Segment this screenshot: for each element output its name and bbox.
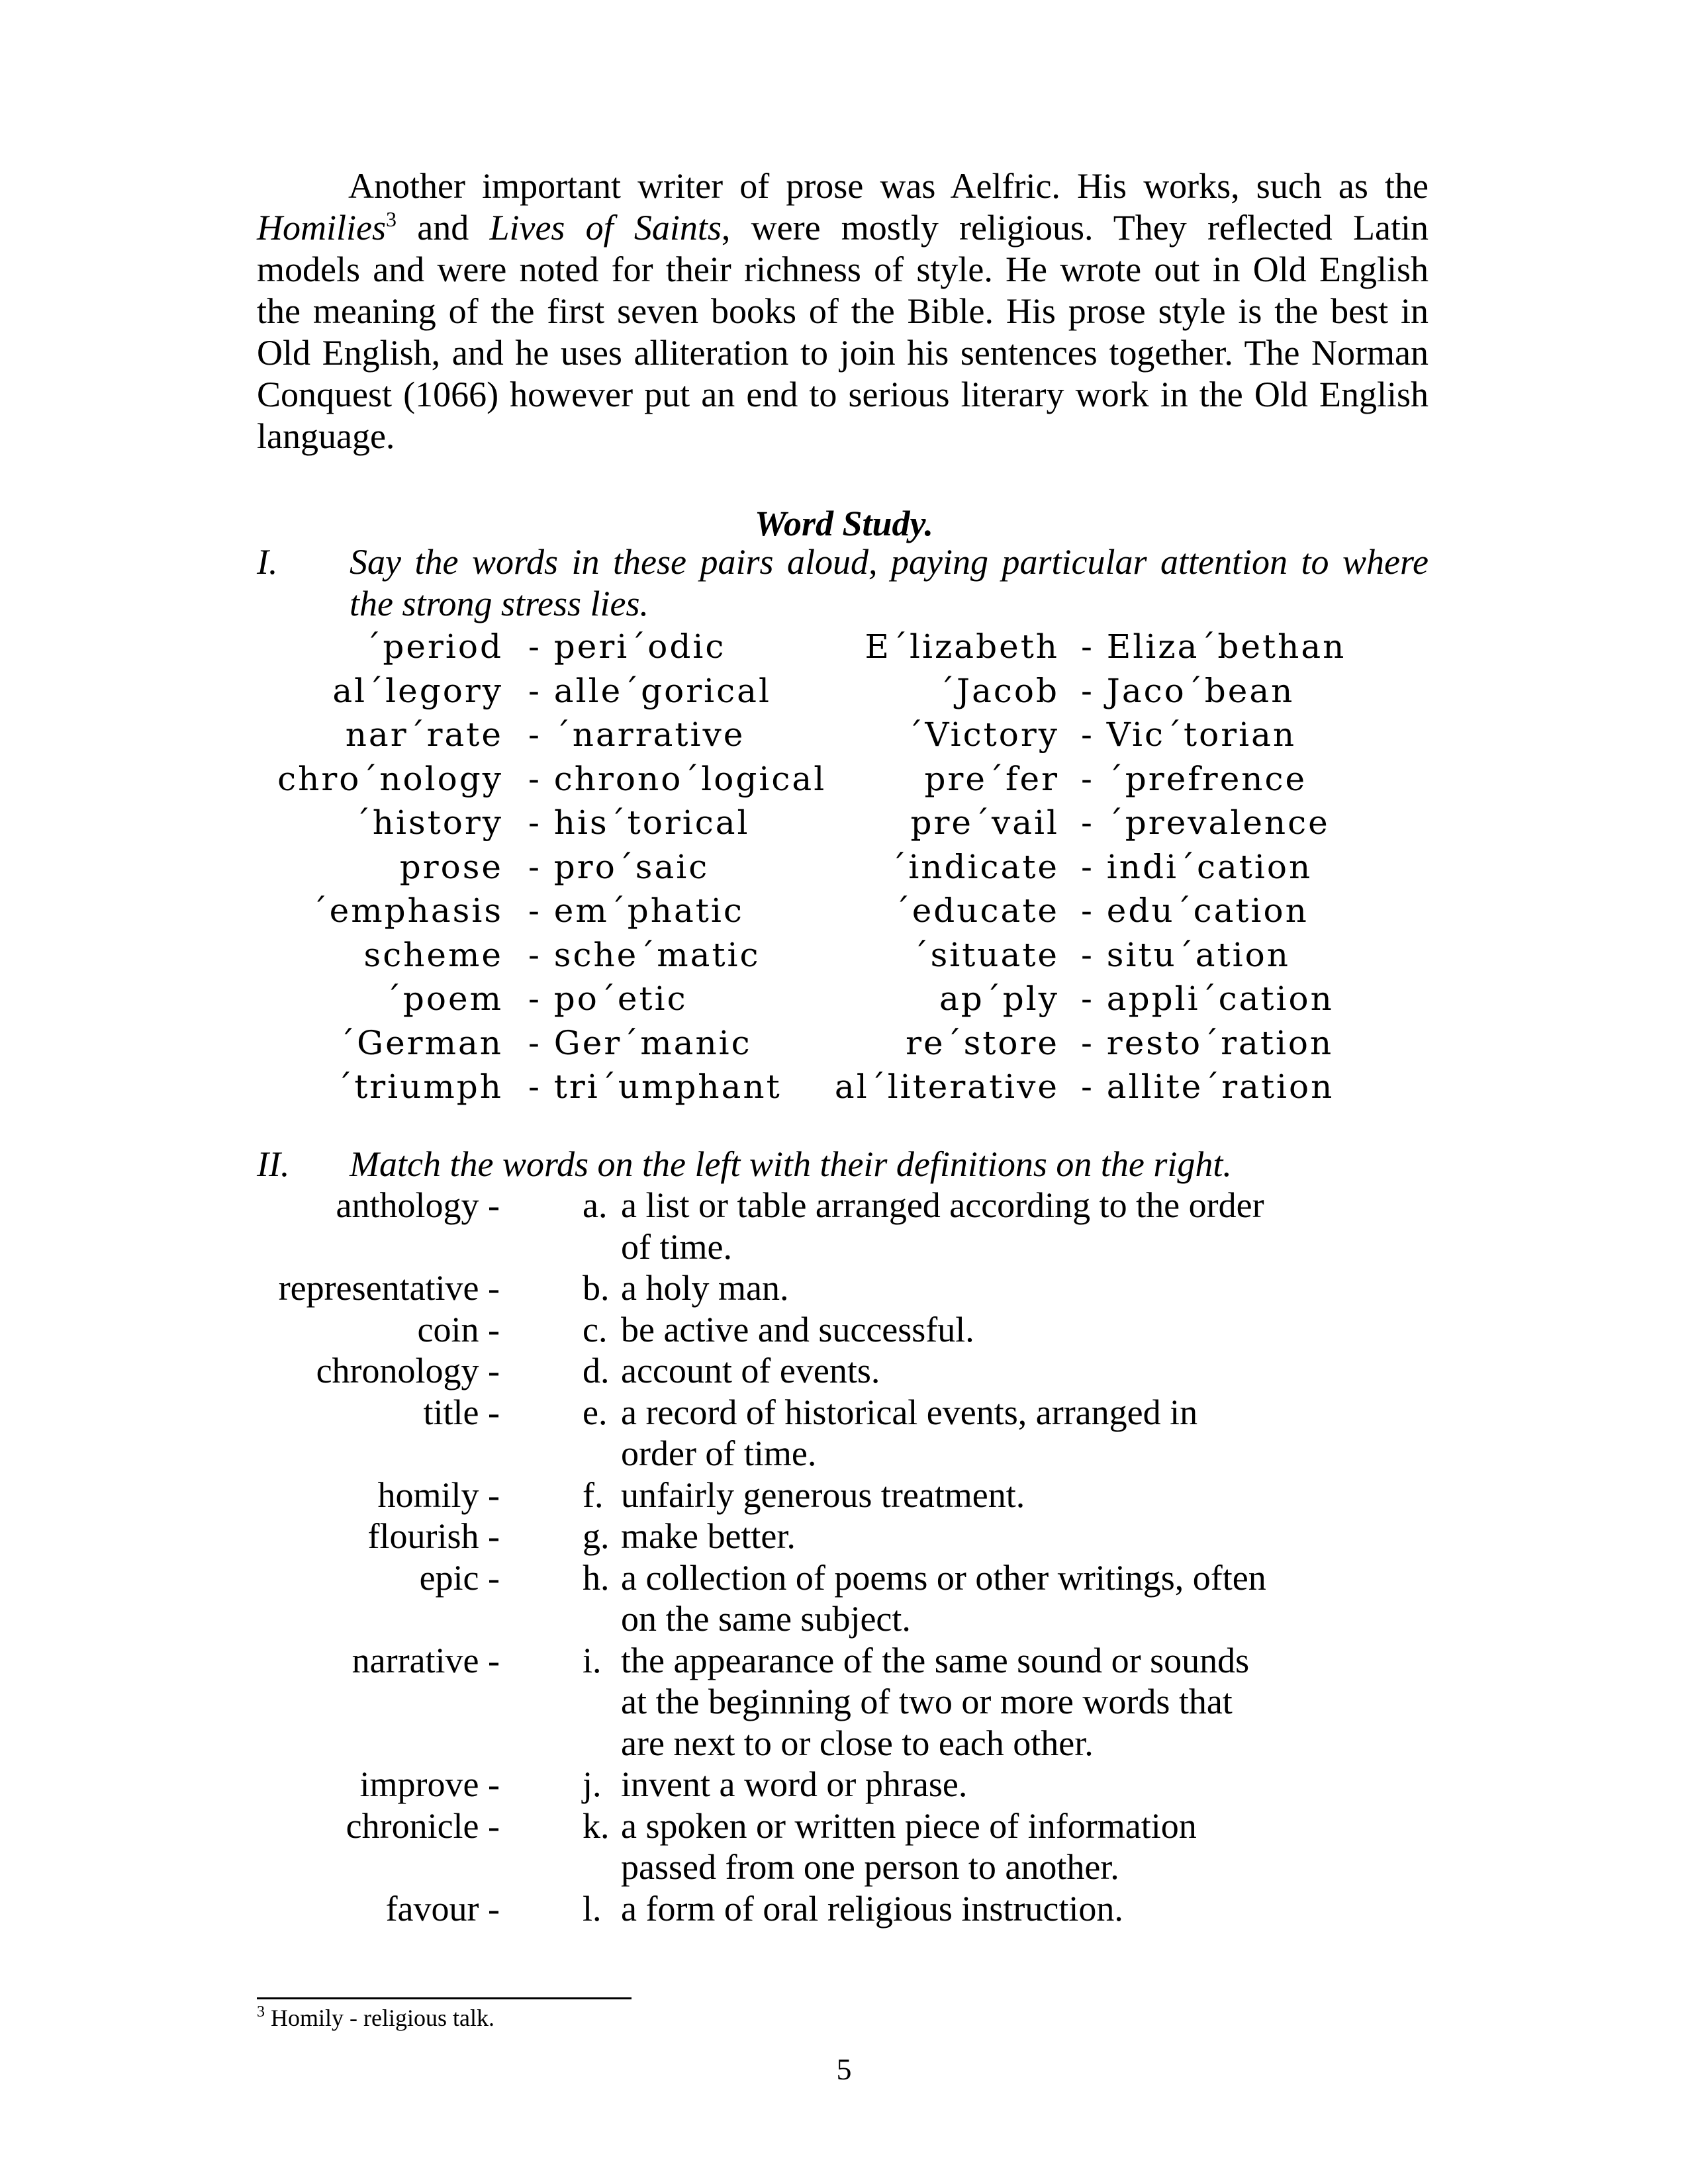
pair-derived: - poˊetic [528, 979, 688, 1018]
pair-word: ˊpoem [384, 979, 503, 1018]
definition-text: are next to or close to each other. [621, 1723, 1094, 1763]
section-instruction [350, 1144, 1429, 1185]
paragraph-text: and [397, 208, 490, 248]
pair-derived: - ˊprevalence [1081, 803, 1330, 842]
pair-derived: - appliˊcation [1081, 979, 1334, 1018]
pair-row [0, 760, 1688, 804]
pair-derived: - chronoˊlogical [528, 759, 827, 798]
section-heading: Word Study. [754, 504, 934, 543]
pair-row [0, 715, 1688, 760]
pair-word: ˊeducate [893, 891, 1059, 930]
pair-derived: - Jacoˊbean [1081, 671, 1295, 710]
instruction-line: Match the words on the left with their definitions on the right. [350, 1144, 1232, 1184]
match-word: epic - [419, 1557, 500, 1598]
pair-row [0, 848, 1688, 892]
pair-derived: - situˊation [1081, 935, 1290, 974]
instruction-line: the strong stress lies. [350, 584, 649, 623]
pair-word: apˊply [939, 979, 1059, 1018]
paragraph-line: Conquest (1066) however put an end to serious literary work in the Old English [257, 375, 1429, 414]
pair-derived: - alleˊgorical [528, 671, 771, 710]
pair-word: narˊrate [345, 715, 503, 754]
pair-derived: - scheˊmatic [528, 935, 761, 974]
paragraph-line: Old English, and he uses alliteration to join his sentences together. The Norman [257, 333, 1429, 373]
pair-row [0, 891, 1688, 936]
footnote [257, 2004, 494, 2032]
definition-text: a holy man. [621, 1268, 789, 1308]
pair-word: ˊperiod [364, 627, 503, 666]
footnote-ref: 3 [386, 207, 397, 231]
definition-text: the appearance of the same sound or sounds [621, 1640, 1250, 1680]
match-word: coin - [417, 1309, 500, 1349]
definition-letter: e. [583, 1392, 608, 1432]
pair-word: preˊvail [910, 803, 1059, 842]
definition-letter: d. [583, 1351, 610, 1390]
section-number: II. [257, 1144, 290, 1184]
definition-text: a record of historical events, arranged in [621, 1392, 1198, 1432]
pair-word: chroˊnology [277, 759, 503, 798]
pair-word: alˊlegory [332, 671, 503, 710]
pair-word: ˊemphasis [310, 891, 503, 930]
page-number: 5 [836, 2052, 852, 2086]
definition-letter: i. [583, 1640, 602, 1680]
pair-word: ˊGerman [338, 1023, 503, 1062]
pair-word: Eˊlizabeth [865, 627, 1059, 666]
definition-letter: h. [583, 1557, 610, 1598]
pair-word: prose [399, 847, 503, 886]
match-word: chronology - [316, 1351, 500, 1390]
definition-letter: j. [583, 1764, 602, 1804]
match-word: homily - [377, 1475, 500, 1515]
pair-word: ˊhistory [353, 803, 503, 842]
footnote-divider [257, 1997, 632, 1999]
pair-derived: - emˊphatic [528, 891, 744, 930]
instruction-line: Say the words in these pairs aloud, paying particular attention to where [350, 542, 1429, 582]
pair-row [0, 1068, 1688, 1112]
pair-derived: - restoˊration [1081, 1023, 1334, 1062]
definition-letter: c. [583, 1309, 608, 1349]
paragraph-line: Another important writer of prose was Aelfric. His works, such as the [348, 166, 1429, 206]
match-word: title - [423, 1392, 500, 1432]
pair-derived: - eduˊcation [1081, 891, 1309, 930]
definition-text: passed from one person to another. [621, 1847, 1119, 1887]
title-homilies: Homilies [257, 208, 386, 248]
pair-derived: - alliteˊration [1081, 1068, 1335, 1106]
definition-letter: a. [583, 1185, 608, 1225]
pair-word: ˊsituate [912, 935, 1059, 974]
definition-text: at the beginning of two or more words that [621, 1682, 1233, 1721]
pair-derived: - periˊodic [528, 627, 726, 666]
pair-word: scheme [363, 935, 503, 974]
pair-row [0, 1024, 1688, 1068]
definition-text: order of time. [621, 1433, 817, 1473]
definition-text: be active and successful. [621, 1309, 974, 1349]
paragraph-text: , were mostly religious. They reflected Latin [721, 208, 1429, 248]
match-word: favour - [385, 1888, 500, 1929]
intro-paragraph [257, 165, 1429, 457]
footnote-text: Homily - religious talk. [265, 2005, 494, 2031]
pair-derived: - hisˊtorical [528, 803, 750, 842]
pair-word: alˊliterative [834, 1068, 1059, 1106]
pair-derived: - Gerˊmanic [528, 1023, 752, 1062]
paragraph-line: the meaning of the first seven books of the Bible. His prose style is the best in [257, 291, 1429, 331]
definition-letter: b. [583, 1268, 610, 1308]
definition-text: a form of oral religious instruction. [621, 1888, 1123, 1929]
match-word: anthology - [336, 1185, 500, 1225]
definition-text: a list or table arranged according to the order [621, 1185, 1264, 1225]
pair-word: preˊfer [924, 759, 1059, 798]
pair-word: ˊVictory [906, 715, 1059, 754]
definition-text: a spoken or written piece of information [621, 1805, 1197, 1846]
definition-letter: l. [583, 1888, 602, 1929]
pair-word: reˊstore [906, 1023, 1059, 1062]
pair-derived: - ˊnarrative [528, 715, 745, 754]
pair-derived: - proˊsaic [528, 847, 710, 886]
section-instruction [350, 541, 1429, 625]
match-word: narrative - [352, 1640, 500, 1680]
match-word: chronicle - [346, 1805, 500, 1846]
pair-derived: - indiˊcation [1081, 847, 1313, 886]
pair-derived: - triˊumphant [528, 1068, 782, 1106]
pair-word: ˊJacob [938, 671, 1059, 710]
paragraph-line: language. [257, 416, 395, 456]
pair-word: ˊindicate [890, 847, 1059, 886]
definition-text: unfairly generous treatment. [621, 1475, 1025, 1515]
definition-text: invent a word or phrase. [621, 1764, 968, 1804]
title-lives-of-saints: Lives of Saints [489, 208, 722, 248]
paragraph-line: models and were noted for their richness of style. He wrote out in Old English [257, 250, 1429, 289]
pair-row [0, 672, 1688, 716]
pair-derived: - Elizaˊbethan [1081, 627, 1346, 666]
section-number: I. [257, 542, 278, 582]
definition-text: make better. [621, 1516, 796, 1556]
paragraph-line [257, 207, 1429, 249]
pair-word: ˊtriumph [336, 1068, 503, 1106]
pair-derived: - Vicˊtorian [1081, 715, 1297, 754]
pair-row [0, 803, 1688, 848]
definition-text: of time. [621, 1226, 732, 1267]
definition-text: a collection of poems or other writings, often [621, 1557, 1266, 1598]
definition-letter: f. [583, 1475, 604, 1515]
match-word: representative - [278, 1268, 500, 1308]
pair-derived: - ˊprefrence [1081, 759, 1307, 798]
definition-letter: k. [583, 1805, 610, 1846]
pair-row [0, 627, 1688, 672]
match-word: improve - [359, 1764, 500, 1804]
definition-text: account of events. [621, 1351, 880, 1390]
pair-row [0, 979, 1688, 1024]
definition-text: on the same subject. [621, 1599, 911, 1639]
match-word: flourish - [367, 1516, 500, 1556]
pair-row [0, 936, 1688, 980]
footnote-mark: 3 [257, 2003, 265, 2021]
definition-letter: g. [583, 1516, 610, 1556]
